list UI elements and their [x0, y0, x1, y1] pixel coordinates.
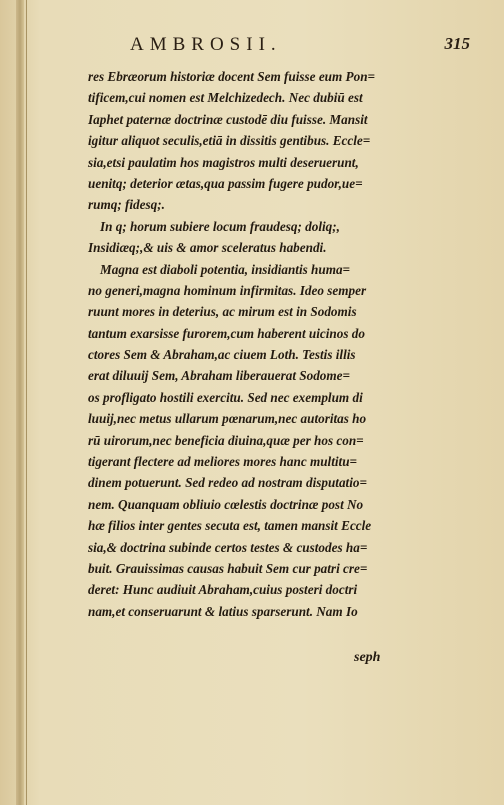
text-line: nem. Quanquam obliuio cœlestis doctrinæ post No — [88, 496, 364, 512]
text-line: rumq; fidesq;. — [88, 197, 165, 213]
text-line: buit. Grauissimas causas habuit Sem cur patri cre= — [88, 560, 368, 576]
text-line: no generi,magna hominum infirmitas. Ideo semper — [88, 282, 367, 298]
page-number: 315 — [444, 34, 470, 53]
text-line: luuij,nec metus ullarum pœnarum,nec autoritas ho — [88, 411, 367, 427]
page-header — [130, 34, 470, 58]
gutter-line — [26, 0, 27, 805]
running-head: AMBROSII. — [130, 34, 282, 55]
text-line: tigerant flectere ad meliores mores hanc multitu= — [88, 454, 358, 470]
text-line: nam,et conseruarunt & latius sparserunt. Nam Io — [88, 603, 358, 619]
text-line: tificem,cui nomen est Melchizedech. Nec dubiū est — [88, 90, 363, 106]
text-line: Iaphet paternæ doctrinæ custodē diu fuisse. Mansit — [88, 111, 368, 127]
book-spine — [16, 0, 24, 805]
text-line: sia,etsi paulatim hos magistros multi deseruerunt, — [88, 154, 359, 170]
text-line: rū uirorum,nec beneficia diuina,quæ per hos con= — [88, 432, 364, 448]
catchword: seph — [354, 650, 381, 665]
text-line: os profligato hostili exercitu. Sed nec exemplum di — [88, 389, 363, 405]
text-line: dinem potuerunt. Sed redeo ad nostram disputatio= — [88, 475, 367, 491]
text-line: hæ filios inter gentes secuta est, tamen mansit Eccle — [88, 518, 372, 534]
text-line: Magna est diaboli potentia, insidiantis huma= — [100, 261, 351, 277]
text-line: erat diluuij Sem, Abraham liberauerat Sodome= — [88, 368, 351, 384]
text-line: sia,& doctrina subinde certos testes & custodes ha= — [88, 539, 368, 555]
verse-line: Insidiæq;,& uis & amor sceleratus habendi. — [88, 240, 327, 256]
text-line: ruunt mores in deterius, ac mirum est in Sodomis — [88, 304, 357, 320]
text-line: tantum exarsisse furorem,cum haberent uicinos do — [88, 325, 365, 341]
text-line: deret: Hunc audiuit Abraham,cuius posteri doctri — [88, 582, 358, 598]
text-line: ctores Sem & Abraham,ac ciuem Loth. Testis illis — [88, 347, 356, 363]
verse-line: In q; horum subiere locum fraudesq; doliq;, — [100, 218, 340, 234]
text-line: uenitq; deterior ætas,qua passim fugere pudor,ue= — [88, 175, 363, 191]
text-line: res Ebræorum historiæ docent Sem fuisse eum Pon= — [88, 69, 376, 84]
body-text — [88, 66, 400, 622]
text-line: igitur aliquot seculis,etiā in dissitis gentibus. Eccle= — [88, 133, 371, 149]
